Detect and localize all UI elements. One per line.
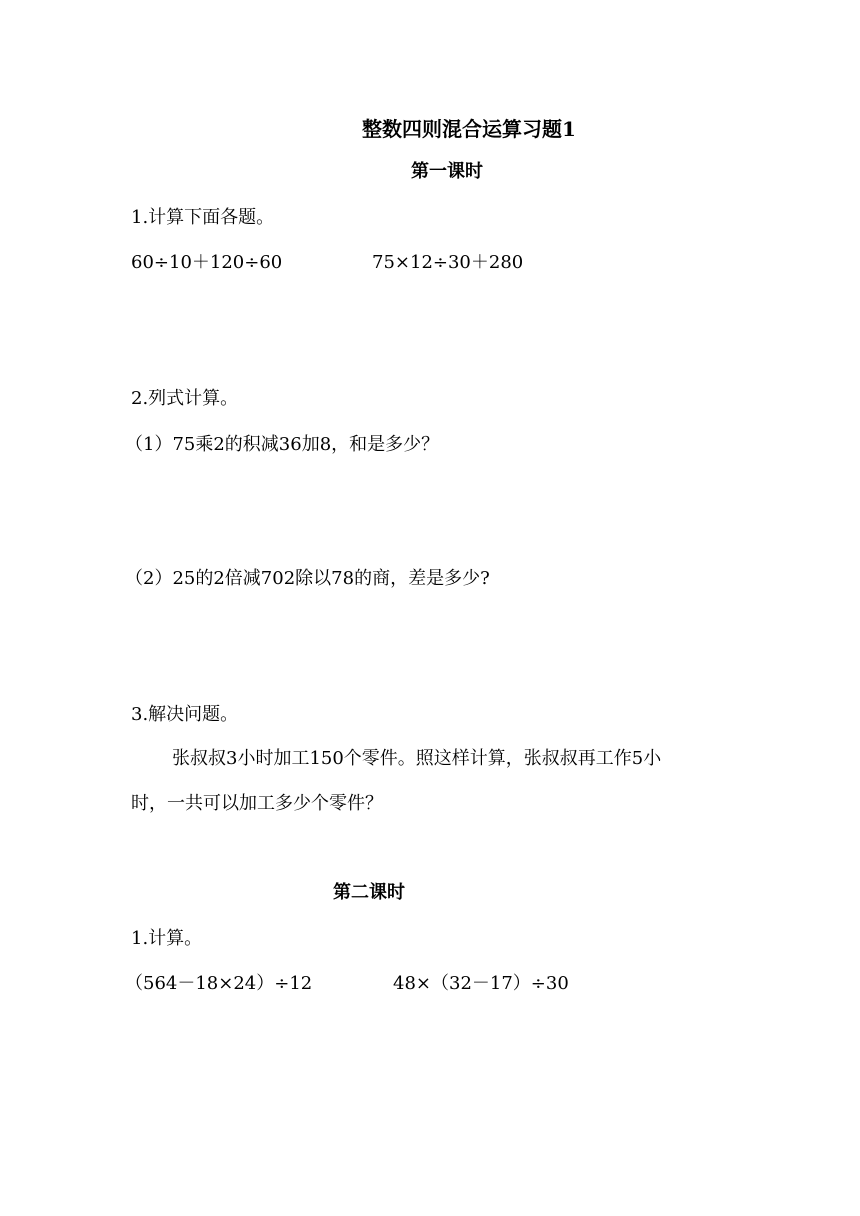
document-title: 整数四则混合运算习题1 [362,117,576,141]
lesson1-question1-label: 1.计算下面各题。 [131,207,275,228]
lesson1-question3-text-line2: 时，一共可以加工多少个零件？ [131,793,383,814]
lesson2-expression-2: 48×（32－17）÷30 [393,973,569,994]
lesson2-heading: 第二课时 [333,882,405,903]
lesson1-question3-text-line1: 张叔叔3小时加工150个零件。照这样计算，张叔叔再工作5小 [172,748,662,769]
lesson2-question1-label: 1.计算。 [131,928,203,949]
lesson1-expression-1: 60÷10＋120÷60 [131,252,283,273]
lesson1-expression-2: 75×12÷30＋280 [372,252,524,273]
lesson1-question2-label: 2.列式计算。 [131,388,239,409]
lesson1-question2-item-1: （1）75乘2的积减36加8，和是多少？ [125,434,440,455]
lesson1-question2-item-2: （2）25的2倍减702除以78的商，差是多少? [125,568,490,589]
lesson2-expression-1: （564－18×24）÷12 [125,973,313,994]
lesson1-question3-label: 3.解决问题。 [131,704,239,725]
lesson1-heading: 第一课时 [411,161,483,182]
